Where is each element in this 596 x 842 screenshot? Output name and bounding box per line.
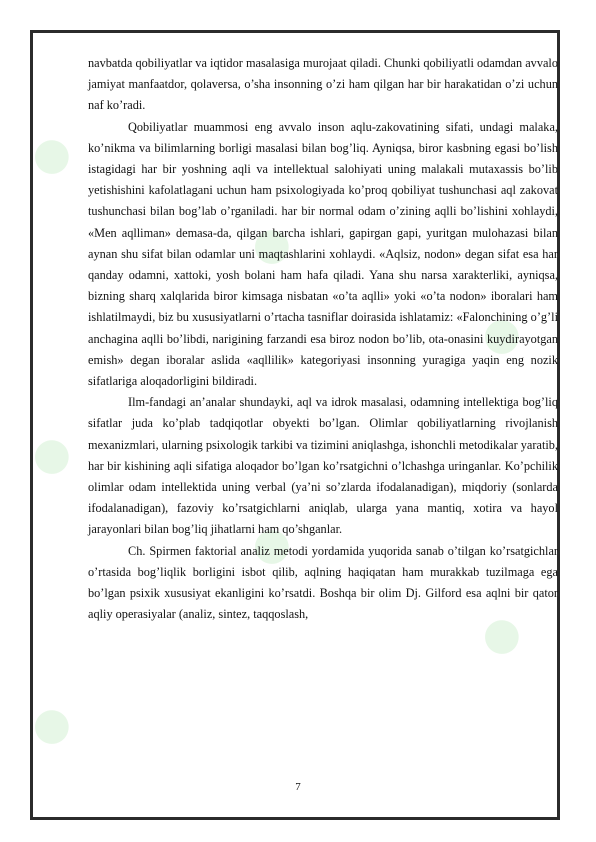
watermark-mark: ● xyxy=(17,696,81,755)
page-number: 7 xyxy=(295,781,301,793)
paragraph: Ch. Spirmen faktorial analiz metodi yordamida yuqorida sanab o’tilgan ko’rsatgichlar o’rtasida bog’liqlik borligini isbot qilib, aqlning haqiqatan ham murakkab tuzilmaga ega bo’lgan psixik xususiyat ekanligini ko’rsatdi. Boshqa bir olim Dj. Gilford esa aqlni bir qator aqliy operasiyalar (analiz, sintez, taqqoslash, xyxy=(88,543,558,622)
watermark-mark: ● xyxy=(237,216,301,275)
watermark-mark: ● xyxy=(17,126,81,185)
paragraph: Qobiliyatlar muammosi eng avvalo inson aqlu-zakovatining sifati, undagi malaka, ko’nikma va bilimlarning borligi masalasi bilan bog’liq. Ayniqsa, biror kasbning egasi bo’lish istagidagi har bir yoshning aqli va intellektual salohiyati uning malakali mutaxassis bo’lib yetishishini kafolatlagani uchun ham psixologiyada ko’proq qobiliyat tushunchasi aql zakovat tushunchasi bilan bog’lab o’rganiladi. har bir normal odam o’zining aqlli bo’lishini xohlaydi, «Men aqlliman» demasa-da, qilgan barcha ishlari, gapirgan gapi, yuritgan mulohazasi bilan aynan shu sifat bilan odamlar uni maqtashlarini xohlaydi. «Aqlsiz, nodon» degan sifat esa har qanday odamni, xattoki, yosh bolani ham hafa qiladi. Yana shu narsa xarakterliki, ayniqsa, bizning sharq xalqlarida biror kimsaga nisbatan «o’ta aqlli» yoki «o’ta nodon» iboralari ham ishlatilmaydi, biz bu xususiyatlarni o’rtacha tasniflar doirasida ishlatamiz: «Falonchining o’g’li anchagina aqlli bo’libdi, narigining farzandi esa biroz nodon bo’lib, ota-onasini kuydirayotgan emish» degan iboralar aslida «aqllilik» kategoriyasi insonning yuragiga yaqin eng nozik sifatlariga aloqadorligini bildiradi. xyxy=(88,119,558,389)
watermark-mark: ● xyxy=(17,426,81,485)
watermark-mark: ● xyxy=(237,516,301,575)
watermark-mark: ● xyxy=(467,606,531,665)
body-text xyxy=(88,53,558,625)
paragraph: Ilm-fandagi an’analar shundayki, aql va idrok masalasi, odamning intellektiga bog’liq sifatlar juda ko’plab tadqiqotlar obyekti bo’lgan. Olimlar qobiliyatlarning rivojlanish mexanizmlari, ularning psixologik tarkibi va tizimini aniqlashga, ishonchli metodikalar yaratib, har bir kishining aqli sifatiga aloqador bo’lgan ko’rsatgichni o’lchashga uringanlar. Ko’pchilik olimlar odam intellektida uning verbal (ya’ni so’zlarda ifodalanadigan), miqdoriy (sonlarda ifodalanadigan), fazoviy ko’rsatgichlarni aniqlab, ularga yana mantiq, xotira va hayol jarayonlari bilan bog’liq jihatlarni ham qo’shganlar. xyxy=(88,395,558,537)
paragraph: navbatda qobiliyatlar va iqtidor masalasiga murojaat qiladi. Chunki qobiliyatli odamdan avvalo jamiyat manfaatdor, qolaversa, o’sha insonning o’zi ham qilgan har bir harakatidan o’zi uchun naf ko’radi. xyxy=(88,56,558,113)
watermark-mark: ● xyxy=(467,306,531,365)
